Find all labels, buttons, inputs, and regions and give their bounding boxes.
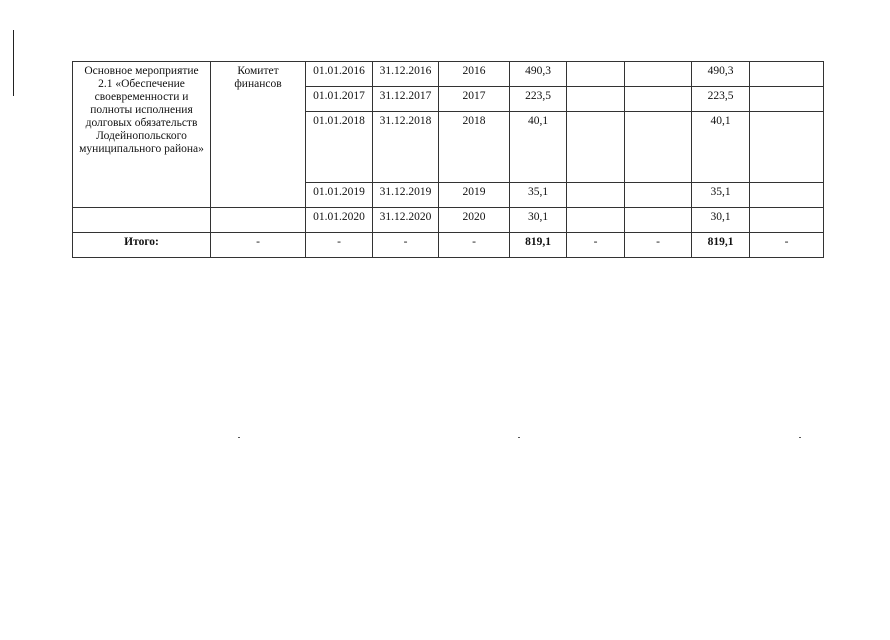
empty-cell	[750, 183, 824, 208]
executor-cell: Комитет финансов	[211, 62, 306, 208]
measure-cell: Основное мероприятие 2.1 «Обеспечение своевременности и полноты исполнения долговых обязательств Лодейнопольского муниципального района»	[73, 62, 211, 208]
totals-c1-cell: -	[567, 233, 625, 258]
start-date-cell: 01.01.2017	[306, 87, 373, 112]
totals-executor-cell: -	[211, 233, 306, 258]
table-row	[73, 62, 824, 87]
empty-cell	[567, 183, 625, 208]
start-date-cell: 01.01.2020	[306, 208, 373, 233]
empty-cell	[750, 62, 824, 87]
empty-measure-cell	[73, 208, 211, 233]
table-row	[73, 208, 824, 233]
totals-label: Итого:	[73, 233, 211, 258]
totals-local-cell: 819,1	[692, 233, 750, 258]
total-cell: 40,1	[510, 112, 567, 183]
empty-cell	[625, 62, 692, 87]
empty-cell	[625, 208, 692, 233]
empty-cell	[567, 62, 625, 87]
local-budget-cell: 490,3	[692, 62, 750, 87]
totals-row	[73, 233, 824, 258]
local-budget-cell: 223,5	[692, 87, 750, 112]
empty-cell	[750, 112, 824, 183]
total-cell: 490,3	[510, 62, 567, 87]
scan-speck	[238, 437, 240, 438]
margin-line	[13, 30, 14, 96]
total-cell: 30,1	[510, 208, 567, 233]
end-date-cell: 31.12.2016	[373, 62, 439, 87]
empty-cell	[567, 87, 625, 112]
year-cell: 2020	[439, 208, 510, 233]
empty-cell	[567, 112, 625, 183]
end-date-cell: 31.12.2019	[373, 183, 439, 208]
scan-speck	[518, 437, 520, 438]
local-budget-cell: 35,1	[692, 183, 750, 208]
total-cell: 35,1	[510, 183, 567, 208]
totals-end-cell: -	[373, 233, 439, 258]
year-cell: 2017	[439, 87, 510, 112]
end-date-cell: 31.12.2020	[373, 208, 439, 233]
totals-c3-cell: -	[750, 233, 824, 258]
totals-c2-cell: -	[625, 233, 692, 258]
totals-year-cell: -	[439, 233, 510, 258]
empty-executor-cell	[211, 208, 306, 233]
year-cell: 2016	[439, 62, 510, 87]
local-budget-cell: 40,1	[692, 112, 750, 183]
year-cell: 2019	[439, 183, 510, 208]
empty-cell	[567, 208, 625, 233]
year-cell: 2018	[439, 112, 510, 183]
local-budget-cell: 30,1	[692, 208, 750, 233]
empty-cell	[750, 87, 824, 112]
empty-cell	[750, 208, 824, 233]
start-date-cell: 01.01.2016	[306, 62, 373, 87]
total-cell: 223,5	[510, 87, 567, 112]
empty-cell	[625, 87, 692, 112]
scan-speck	[799, 437, 801, 438]
totals-total-cell: 819,1	[510, 233, 567, 258]
end-date-cell: 31.12.2017	[373, 87, 439, 112]
empty-cell	[625, 183, 692, 208]
empty-cell	[625, 112, 692, 183]
totals-start-cell: -	[306, 233, 373, 258]
start-date-cell: 01.01.2019	[306, 183, 373, 208]
funding-table	[72, 61, 824, 258]
start-date-cell: 01.01.2018	[306, 112, 373, 183]
end-date-cell: 31.12.2018	[373, 112, 439, 183]
